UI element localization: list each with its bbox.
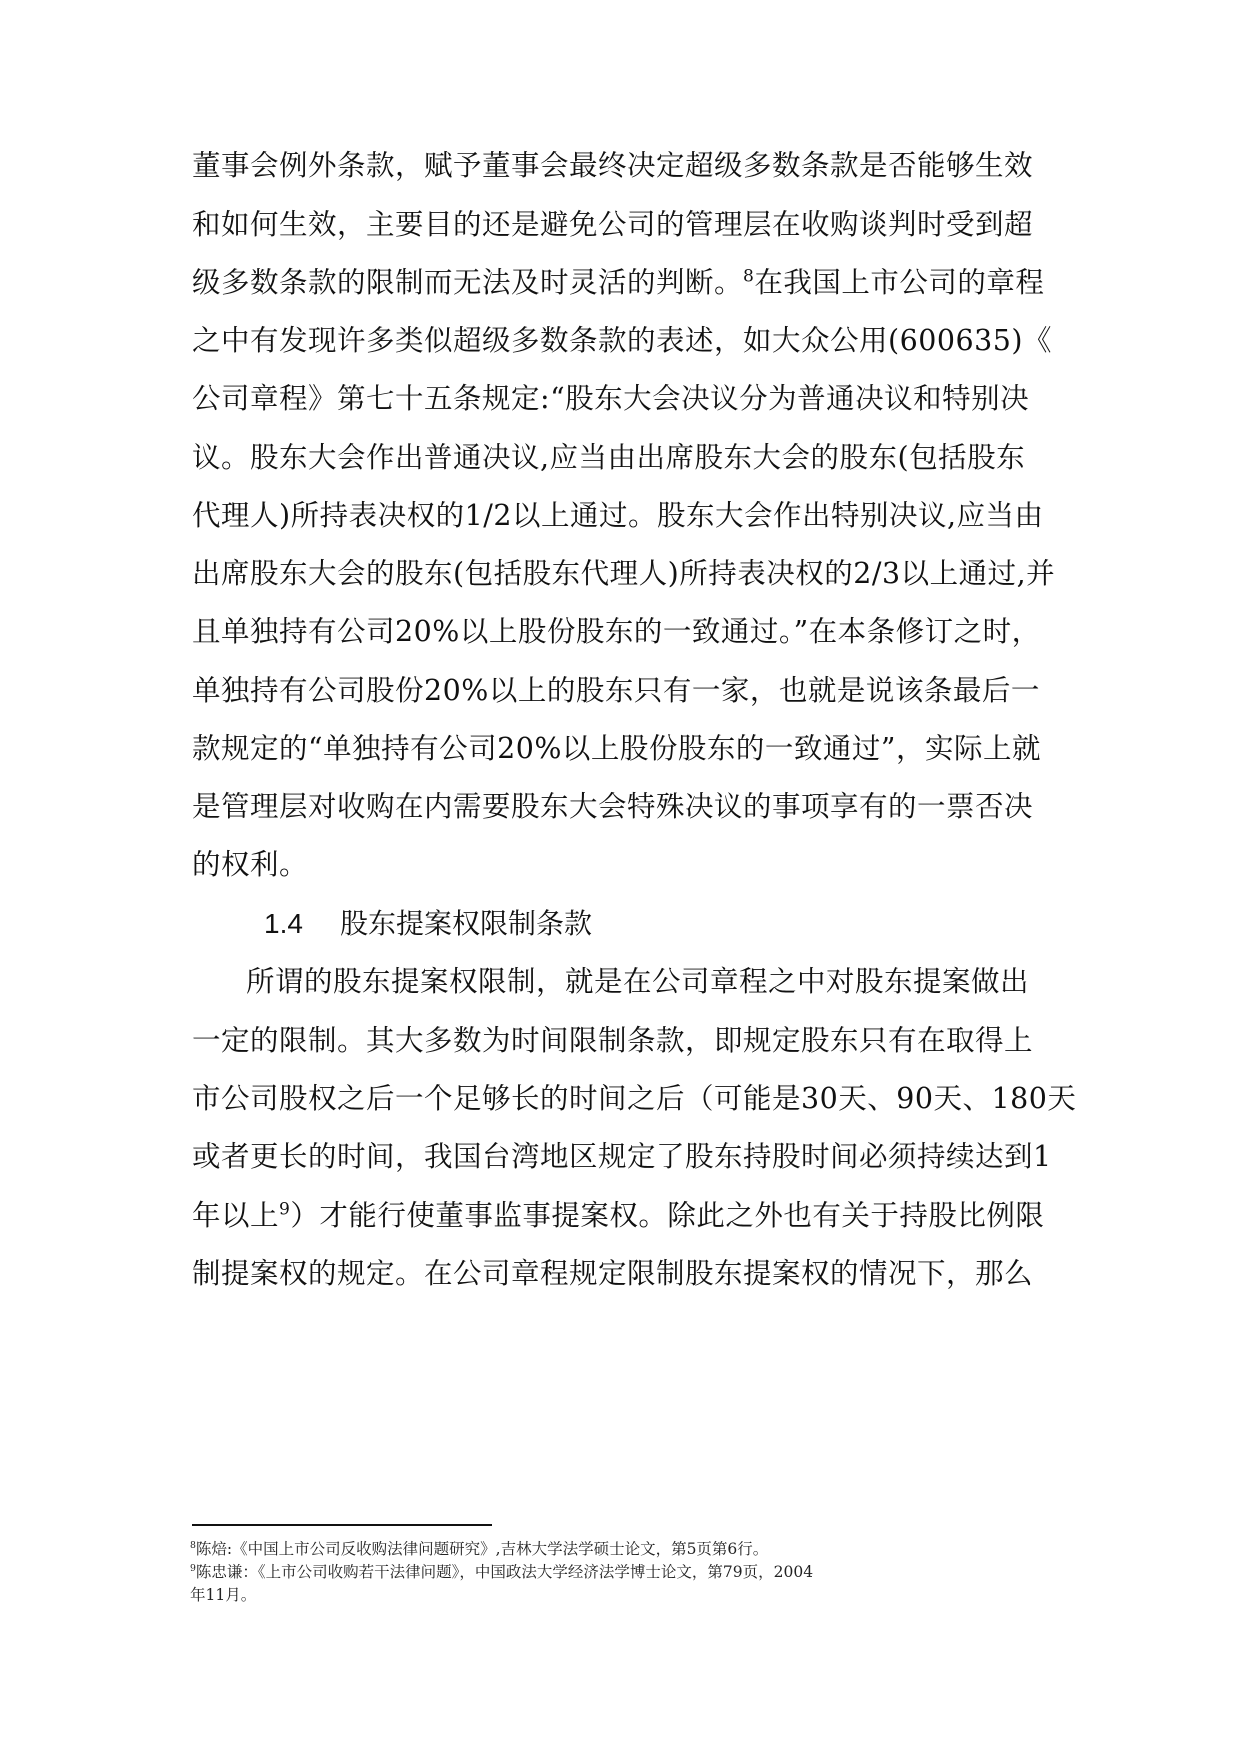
body-line: 公司章程》第七十五条规定:“股东大会决议分为普通决议和特别决 bbox=[192, 382, 1030, 415]
body-line: 之中有发现许多类似超级多数条款的表述，如大众公用(600635)《 bbox=[192, 324, 1053, 357]
footnote-9 bbox=[190, 1561, 813, 1583]
body-line: 或者更长的时间，我国台湾地区规定了股东持股时间必须持续达到1 bbox=[192, 1140, 1052, 1173]
body-text: 年以上 bbox=[192, 1199, 280, 1232]
footnote-number: 8 bbox=[190, 1539, 196, 1551]
body-line: 的权利。 bbox=[192, 848, 309, 881]
footnote-number: 9 bbox=[190, 1562, 196, 1574]
body-line: 是管理层对收购在内需要股东大会特殊决议的事项享有的一票否决 bbox=[192, 790, 1034, 823]
body-line: 议。股东大会作出普通决议,应当由出席股东大会的股东(包括股东 bbox=[192, 441, 1026, 474]
body-line: 所谓的股东提案权限制，就是在公司章程之中对股东提案做出 bbox=[246, 965, 1030, 998]
footnote-9-continued: 年11月。 bbox=[190, 1586, 257, 1604]
body-line: 制提案权的规定。在公司章程规定限制股东提案权的情况下，那么 bbox=[192, 1257, 1034, 1290]
body-line: 市公司股权之后一个足够长的时间之后（可能是30天、90天、180天 bbox=[192, 1082, 1077, 1115]
body-line: 一定的限制。其大多数为时间限制条款，即规定股东只有在取得上 bbox=[192, 1024, 1034, 1057]
body-text: 在我国上市公司的章程 bbox=[754, 266, 1045, 299]
footnote-text: 陈忠谦：《上市公司收购若干法律问题》，中国政法大学经济法学博士论文，第79页，2004 bbox=[195, 1563, 814, 1581]
body-line: 单独持有公司股份20%以上的股东只有一家，也就是说该条最后一 bbox=[192, 674, 1040, 707]
footnote-8 bbox=[190, 1538, 768, 1560]
body-line: 款规定的“单独持有公司20%以上股份股东的一致通过”，实际上就 bbox=[192, 732, 1041, 765]
body-line: 代理人)所持表决权的1/2以上通过。股东大会作出特别决议,应当由 bbox=[192, 499, 1044, 532]
section-number: 1.4 bbox=[264, 908, 303, 939]
footnote-ref[interactable]: 8 bbox=[743, 266, 755, 287]
body-text: ）才能行使董事监事提案权。除此之外也有关于持股比例限 bbox=[290, 1199, 1045, 1232]
footnote-ref[interactable]: 9 bbox=[279, 1199, 291, 1220]
body-line: 董事会例外条款，赋予董事会最终决定超级多数条款是否能够生效 bbox=[192, 149, 1034, 182]
footnote-separator bbox=[192, 1524, 492, 1526]
body-line bbox=[192, 1196, 1044, 1236]
section-title: 股东提案权限制条款 bbox=[340, 907, 593, 940]
body-text: 级多数条款的限制而无法及时灵活的判断。 bbox=[192, 266, 744, 299]
body-line: 和如何生效，主要目的还是避免公司的管理层在收购谈判时受到超 bbox=[192, 208, 1034, 241]
body-line: 且单独持有公司20%以上股份股东的一致通过。”在本条修订之时， bbox=[192, 615, 1041, 648]
body-line bbox=[192, 263, 1044, 303]
body-line: 出席股东大会的股东(包括股东代理人)所持表决权的2/3以上通过,并 bbox=[192, 557, 1056, 590]
footnote-text: 陈焙:《中国上市公司反收购法律问题研究》,吉林大学法学硕士论文，第5页第6行。 bbox=[195, 1540, 769, 1558]
